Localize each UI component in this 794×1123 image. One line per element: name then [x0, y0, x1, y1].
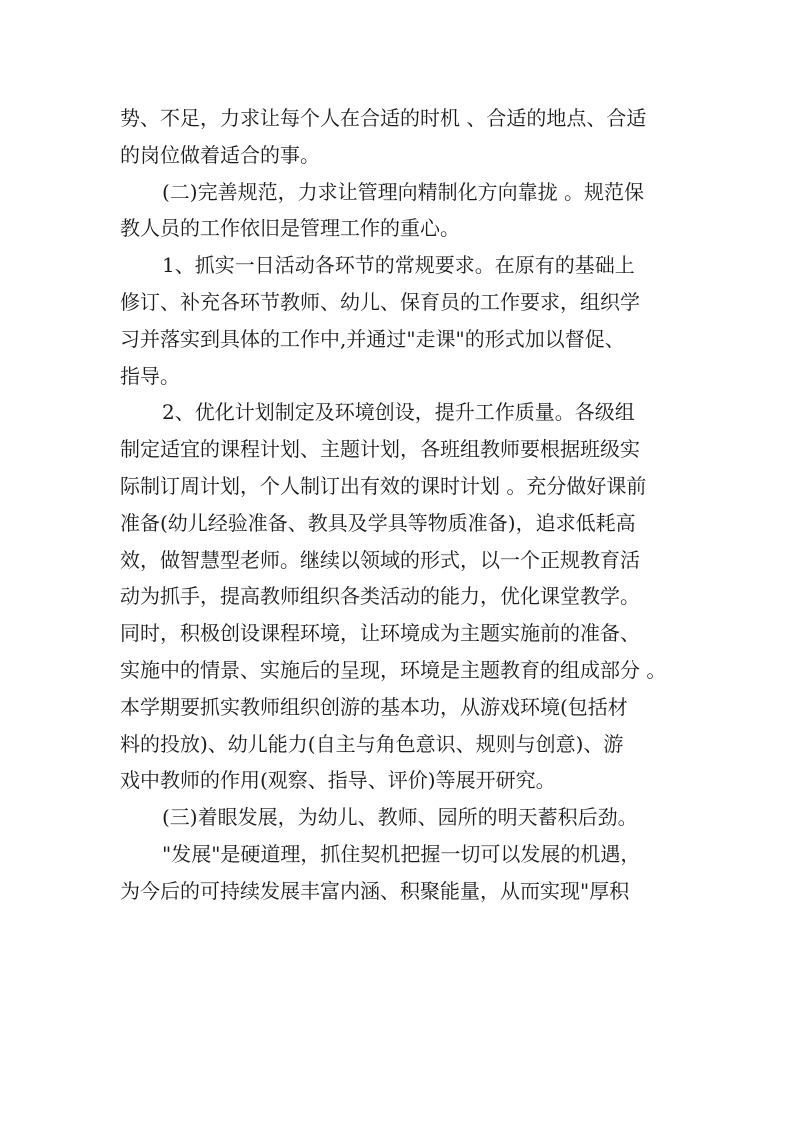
text-line: 际制订周计划，个人制订出有效的课时计划 。充分做好课前: [120, 473, 647, 498]
text-line: 指导。: [120, 363, 180, 388]
text-line: 戏中教师的作用(观察、指导、评价)等展开研究。: [120, 768, 556, 793]
text-line: "发展"是硬道理，抓住契机把握一切可以发展的机遇，: [162, 841, 641, 866]
text-line: 同时，积极创设课程环境，让环境成为主题实施前的准备、: [120, 621, 640, 646]
text-line: 本学期要抓实教师组织创游的基本功，从游戏环境(包括材: [120, 694, 628, 719]
text-line: 效，做智慧型老师。继续以领域的形式，以一个正规教育活: [120, 547, 640, 572]
text-line: 制定适宜的课程计划、主题计划，各班组教师要根据班级实: [120, 437, 640, 462]
list-item-line: 1、抓实一日活动各环节的常规要求。在原有的基础上: [162, 253, 635, 278]
text-line: 实施中的情景、实施后的呈现，环境是主题教育的组成部分 。: [120, 657, 667, 682]
text-line: 动为抓手，提高教师组织各类活动的能力，优化课堂教学。: [120, 584, 640, 609]
text-line: 习并落实到具体的工作中,并通过"走课"的形式加以督促、: [120, 326, 625, 351]
document-body: [120, 100, 680, 910]
section-heading-line: (二)完善规范，力求让管理向精制化方向靠拢 。规范保: [162, 179, 644, 204]
text-line: 教人员的工作依旧是管理工作的重心。: [120, 216, 460, 241]
text-line: 修订、补充各环节教师、幼儿、保育员的工作要求，组织学: [120, 289, 640, 314]
list-item-line: 2、优化计划制定及环境创设，提升工作质量。各级组: [162, 400, 635, 425]
text-line: 为今后的可持续发展丰富内涵、积聚能量，从而实现"厚积: [120, 878, 630, 903]
text-line: 准备(幼儿经验准备、教具及学具等物质准备)，追求低耗高: [120, 510, 636, 535]
text-line: 的岗位做着适合的事。: [120, 142, 320, 167]
text-line: 势、不足，力求让每个人在合适的时机 、合适的地点、合适: [120, 106, 647, 130]
text-line: 料的投放)、幼儿能力(自主与角色意识、规则与创意)、游: [120, 731, 624, 756]
section-heading-line: (三)着眼发展，为幼儿、教师、园所的明天蓄积后劲。: [162, 805, 638, 830]
